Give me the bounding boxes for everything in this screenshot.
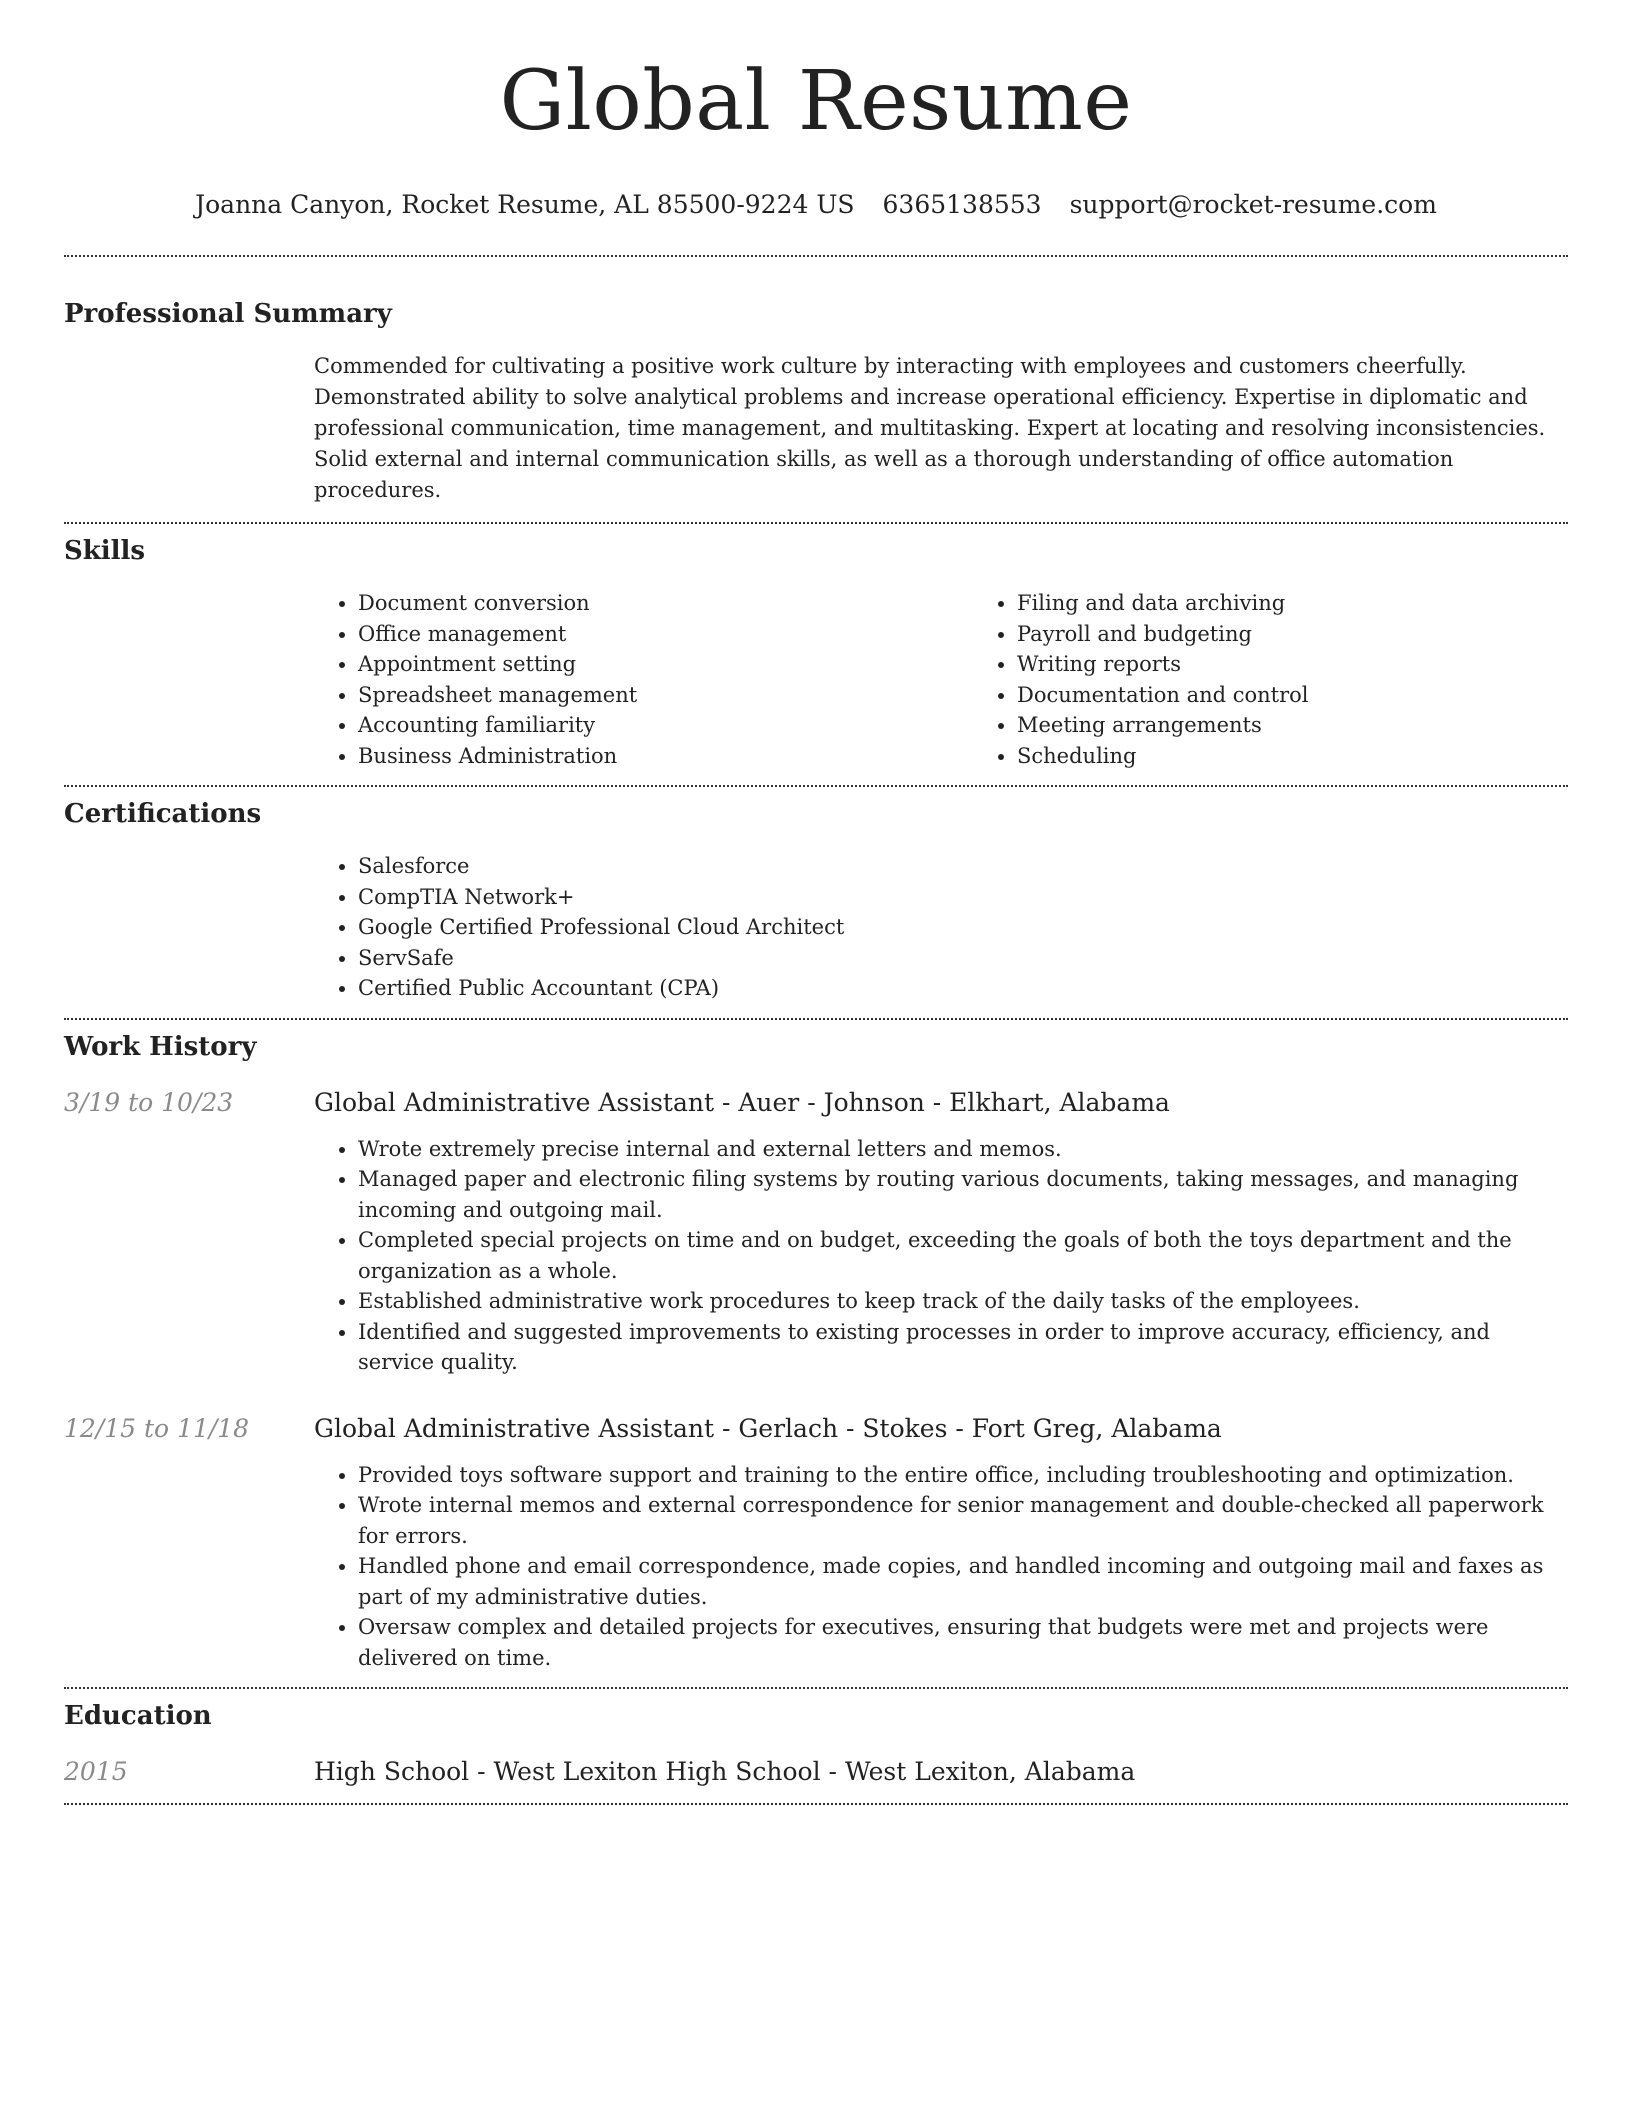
education-section	[64, 1699, 1568, 1789]
skill-item: • Accounting familiarity	[358, 710, 973, 741]
certification-item: • ServSafe	[358, 943, 1568, 974]
resume-title: Global Resume	[499, 54, 1133, 149]
job-bullets	[314, 1460, 1568, 1674]
job-dates: 12/15 to 11/18	[64, 1413, 250, 1443]
section-divider	[64, 1687, 1568, 1689]
section-divider	[64, 1018, 1568, 1020]
certifications-list	[314, 851, 1568, 1004]
summary-heading: Professional Summary	[64, 299, 392, 329]
contact-email: support@rocket-resume.com	[1069, 190, 1437, 219]
summary-text: Commended for cultivating a positive work culture by interacting with employees and customers cheerfully. Demonstrated ability to solve analytical problems and increase operational efficiency. Expertise in diplomatic and professional communication, time management, and multitasking. Expert at locating and resolving inconsistencies. Solid external and internal communication skills, as well as a thorough understanding of office automation procedures.	[314, 354, 1546, 502]
certification-item: • Salesforce	[358, 851, 1568, 882]
section-divider	[64, 785, 1568, 787]
job-bullets	[314, 1134, 1568, 1378]
job-bullet: • Wrote extremely precise internal and external letters and memos.	[358, 1134, 1568, 1165]
contact-address: Joanna Canyon, Rocket Resume, AL 85500-9224 US	[195, 190, 855, 219]
contact-phone: 6365138553	[882, 190, 1042, 219]
skill-item: • Document conversion	[358, 588, 973, 619]
skill-item: • Meeting arrangements	[1017, 710, 1632, 741]
skill-item: • Appointment setting	[358, 649, 973, 680]
skill-item: • Filing and data archiving	[1017, 588, 1632, 619]
summary-section	[64, 297, 1568, 506]
section-divider	[64, 255, 1568, 257]
job-bullet: • Managed paper and electronic filing systems by routing various documents, taking messages, and managing incoming and outgoing mail.	[358, 1164, 1568, 1225]
work-history-section	[64, 1030, 1568, 1674]
certifications-section	[64, 797, 1568, 1004]
job-bullet: • Handled phone and email correspondence, made copies, and handled incoming and outgoing mail and faxes as part of my administrative duties.	[358, 1551, 1568, 1612]
job-title: Global Administrative Assistant - Gerlach - Stokes - Fort Greg, Alabama	[314, 1413, 1222, 1443]
job-entry	[64, 1412, 1568, 1674]
job-dates: 3/19 to 10/23	[64, 1087, 234, 1117]
skills-list-left	[314, 588, 973, 771]
skill-item: • Scheduling	[1017, 741, 1632, 772]
job-bullet: • Established administrative work procedures to keep track of the daily tasks of the employees.	[358, 1286, 1568, 1317]
education-title: High School - West Lexiton High School - West Lexiton, Alabama	[314, 1757, 1136, 1786]
job-bullet: • Wrote internal memos and external correspondence for senior management and double-checked all paperwork for errors.	[358, 1490, 1568, 1551]
certification-item: • CompTIA Network+	[358, 882, 1568, 913]
skill-item: • Office management	[358, 619, 973, 650]
job-bullet: • Provided toys software support and training to the entire office, including troubleshooting and optimization.	[358, 1460, 1568, 1491]
certifications-heading: Certifications	[64, 799, 262, 829]
education-year: 2015	[64, 1757, 128, 1786]
contact-line	[64, 188, 1568, 222]
work-history-heading: Work History	[64, 1031, 257, 1062]
skills-list-right	[973, 588, 1632, 771]
skill-item: • Writing reports	[1017, 649, 1632, 680]
section-divider	[64, 1803, 1568, 1805]
job-title: Global Administrative Assistant - Auer - Johnson - Elkhart, Alabama	[314, 1087, 1170, 1117]
job-bullet: • Completed special projects on time and on budget, exceeding the goals of both the toys department and the organization as a whole.	[358, 1225, 1568, 1286]
job-bullet: • Oversaw complex and detailed projects for executives, ensuring that budgets were met and projects were delivered on time.	[358, 1612, 1568, 1673]
job-bullet: • Identified and suggested improvements to existing processes in order to improve accuracy, efficiency, and service quality.	[358, 1317, 1568, 1378]
skills-section	[64, 534, 1568, 771]
skills-heading: Skills	[64, 536, 146, 566]
certification-item: • Google Certified Professional Cloud Architect	[358, 912, 1568, 943]
job-entry	[64, 1086, 1568, 1378]
skill-item: • Business Administration	[358, 741, 973, 772]
skill-item: • Documentation and control	[1017, 680, 1632, 711]
skill-item: • Spreadsheet management	[358, 680, 973, 711]
skill-item: • Payroll and budgeting	[1017, 619, 1632, 650]
certification-item: • Certified Public Accountant (CPA)	[358, 973, 1568, 1004]
section-divider	[64, 522, 1568, 524]
education-heading: Education	[64, 1701, 212, 1731]
